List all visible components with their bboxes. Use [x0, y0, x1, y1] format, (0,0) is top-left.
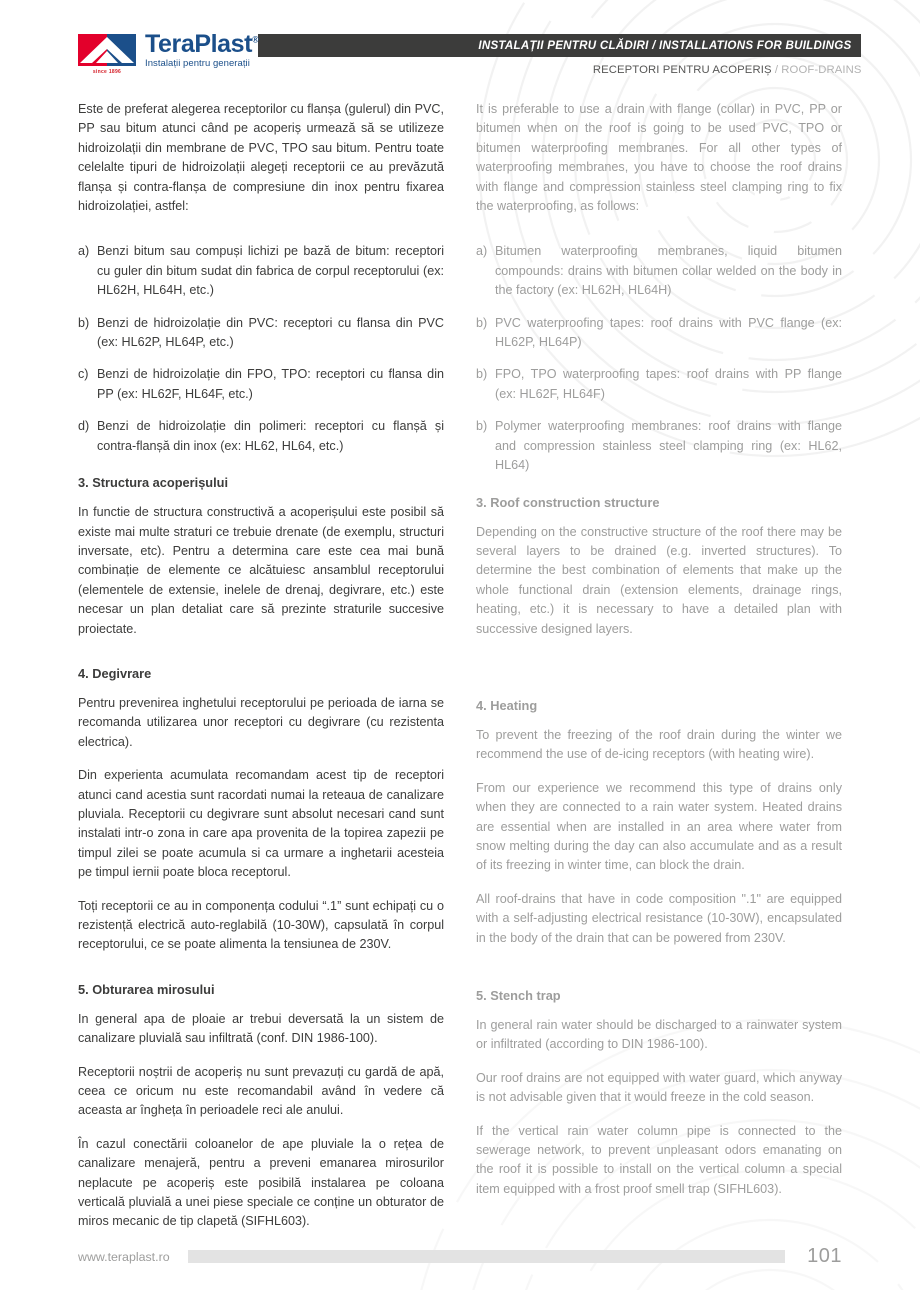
list-item	[476, 365, 842, 404]
en-section4-paragraph-3: All roof-drains that have in code composition ".1" are equipped with a self-adjusting electrical resistance (10-30W), encapsulated in the body of the drain that can be powered from 230V.	[476, 891, 842, 945]
list-item	[476, 242, 842, 300]
ro-section3-paragraph: In functie de structura constructivă a acoperișului este posibil să existe mai multe straturi ce trebuie drenate (de exemplu, structuri inversate, etc). Pentru a determina care este cea mai bună combinație de elemente ce alcătuiesc ansamblul receptorului (elementele de extensie, inelele de drenaj, degivrare, etc.) este necesar un plan detaliat care să prezinte straturile succesive proiectate.	[78, 505, 444, 636]
ro-section4-paragraph-3: Toți receptorii ce au in componența codului “.1” sunt echipați cu o rezistență electrică auto-reglabilă (10-30W), capsulată în corpul receptorului, ce se poate alimenta la tensiunea de 230V.	[78, 898, 444, 952]
ro-section4-paragraph-1: Pentru prevenirea inghetului receptorului pe perioada de iarna se recomanda utilizarea unor receptori cu degivrare (cu rezistenta electrica).	[78, 695, 444, 749]
list-item-text: Benzi de hidroizolație din polimeri: receptori cu flanșă și contra-flanșă din inox (ex: HL62, HL64, etc.)	[97, 419, 444, 453]
ro-section5-paragraph-2: Receptorii noștrii de acoperiș nu sunt prevazuți cu gardă de apă, ceea ce oricum nu este recomandabil având în vedere că aceasta ar îngheța în perioadele reci ale anului.	[78, 1064, 444, 1118]
header-banner: INSTALAȚII PENTRU CLĂDIRI / INSTALLATIONS FOR BUILDINGS	[258, 34, 861, 57]
en-section4-title: 4. Heating	[476, 697, 538, 713]
en-section4-paragraph-2: From our experience we recommend this type of drains only when they are connected to a rain water system. Heated drains are essential when are installed in an area where water from snow melting during the day can also accumulate and as a result of its freezing in winter time, can block the drain.	[476, 780, 842, 873]
list-item-marker: a)	[78, 244, 90, 259]
footer-divider-bar	[188, 1250, 786, 1263]
list-item-marker: c)	[78, 367, 89, 382]
header-titles	[258, 28, 861, 76]
list-item	[476, 314, 842, 353]
list-item-text: Benzi de hidroizolație din PVC: receptori cu flansa din PVC (ex: HL62P, HL64P, etc.)	[97, 315, 444, 350]
list-item-text: PVC waterproofing tapes: roof drains with PVC flange (ex: HL62P, HL64P)	[495, 315, 842, 350]
list-item-marker: d)	[78, 419, 90, 434]
list-item-marker: b)	[476, 367, 488, 382]
page-footer	[0, 1245, 920, 1290]
list-item	[78, 417, 444, 456]
list-item-marker: a)	[476, 244, 488, 259]
header-subtitle	[258, 64, 861, 76]
en-section5-paragraph-2: Our roof drains are not equipped with water guard, which anyway is not advisable given that it would freeze in the cold season.	[476, 1070, 842, 1105]
en-intro-paragraph: It is preferable to use a drain with flange (collar) in PVC, PP or bitumen when on the roof is going to be used PVC, TPO or bitumen waterproofing membranes. For all other types of waterproofing membranes, you have to choose the roof drains with flange and compression stainless steel clamping ring to fix the waterproofing, as follows:	[476, 102, 842, 214]
page-content	[0, 76, 920, 1232]
list-item	[476, 417, 842, 475]
ro-section5-title: 5. Obturarea mirosului	[78, 981, 215, 997]
registered-mark: ®	[252, 34, 259, 45]
list-item	[78, 242, 444, 300]
header-subtitle-separator: /	[771, 64, 782, 76]
logo-since-label: since 1896	[92, 69, 122, 76]
list-item-text: FPO, TPO waterproofing tapes: roof drains with PP flange (ex: HL62F, HL64F)	[495, 367, 842, 401]
brand-name: TeraPlast®	[145, 30, 259, 58]
list-item	[78, 365, 444, 404]
page-number: 101	[807, 1245, 842, 1267]
page-header	[0, 0, 920, 76]
en-section5-title: 5. Stench trap	[476, 988, 561, 1003]
list-item-marker: b)	[476, 419, 488, 434]
list-item-marker: b)	[476, 315, 488, 330]
list-item-text: Benzi bitum sau compuși lichizi pe bază de bitum: receptori cu guler din bitum sudat din fabrica de corpul receptorului (ex: HL62H, HL64H, etc.)	[97, 244, 444, 298]
footer-website-link[interactable]: www.teraplast.ro	[78, 1249, 170, 1264]
header-subtitle-ro: RECEPTORI PENTRU ACOPERIȘ	[592, 64, 772, 76]
column-romanian	[78, 100, 444, 1232]
list-item-text: Polymer waterproofing membranes: roof drains with flange and compression stainless steel clamping ring (ex: HL62, HL64)	[495, 419, 842, 473]
list-item	[78, 314, 444, 353]
ro-section4-title: 4. Degivrare	[78, 665, 152, 681]
column-english	[476, 100, 842, 1232]
ro-section3-title: 3. Structura acoperișului	[78, 475, 229, 491]
ro-intro-paragraph: Este de preferat alegerea receptorilor cu flanșa (gulerul) din PVC, PP sau bitum atunci când pe acoperiș urmează să se utilizeze hidroizolații din membrane de PVC, TPO sau bitum. Pentru toate celelalte tipuri de hidroizolații alegeți receptorii ce au prevăzută flanșa și contra-flanșa de compresiune din inox pentru fixarea hidroizolației, astfel:	[78, 102, 444, 214]
en-section5-paragraph-1: In general rain water should be discharged to a rainwater system or infiltrated (according to DIN 1986-100).	[476, 1018, 842, 1052]
brand-tagline: Instalații pentru generații	[145, 58, 250, 69]
list-item-text: Benzi de hidroizolație din FPO, TPO: receptori cu flansa din PP (ex: HL62F, HL64F, etc.)	[97, 367, 444, 401]
en-section4-paragraph-1: To prevent the freezing of the roof drain during the winter we recommend the use of de-icing receptors (with heating wire).	[476, 727, 842, 762]
ro-section5-paragraph-1: In general apa de ploaie ar trebui deversată la un sistem de canalizare pluvială sau infiltrată (conf. DIN 1986-100).	[78, 1011, 444, 1046]
ro-section5-paragraph-3: În cazul conectării coloanelor de ape pluviale la o rețea de canalizare menajeră, pentru a preveni emanarea mirosurilor neplacute pe acoperiș este posibilă instalarea pe coloana verticală pluvială a unei piese speciale ce conține un obturator de miros mecanic de tip clapetă (SIFHL603).	[78, 1136, 444, 1229]
list-item-text: Bitumen waterproofing membranes, liquid bitumen compounds: drains with bitumen collar welded on the body in the factory (ex: HL62H, HL64H)	[495, 244, 842, 298]
header-subtitle-en: ROOF-DRAINS	[781, 64, 862, 76]
ro-lettered-list	[78, 242, 444, 456]
teraplast-logo-icon	[78, 34, 136, 76]
en-section3-title: 3. Roof construction structure	[476, 494, 660, 510]
list-item-marker: b)	[78, 315, 90, 330]
en-section3-paragraph: Depending on the constructive structure of the roof there may be several layers to be drained (e.g. inverted structures). To determine the best combination of elements that make up the whole functional drain (extension elements, drainage rings, heating, etc.) it is necessary to have a detailed plan with successive designed layers.	[476, 524, 842, 636]
en-section5-paragraph-3: If the vertical rain water column pipe is connected to the sewerage network, to prevent unpleasant odors emanating on the roof it is possible to install on the vertical column a special item equipped with a frost proof smell trap (SIFHL603).	[476, 1123, 842, 1196]
brand-logo[interactable]	[78, 28, 259, 76]
ro-section4-paragraph-2: Din experienta acumulata recomandam acest tip de receptori atunci cand acestia sunt racordati numai la reteaua de canalizare pluviala. Receptorii cu degivrare sunt absolut necesari cand sunt instalati intr-o zona in care apa provenita de la topirea zapezii pe timpul zilei se poate acumula si ca urmare a inghetarii acesteia pe timpul iernii poate bloca receptorul.	[78, 768, 444, 880]
en-lettered-list	[476, 242, 842, 475]
